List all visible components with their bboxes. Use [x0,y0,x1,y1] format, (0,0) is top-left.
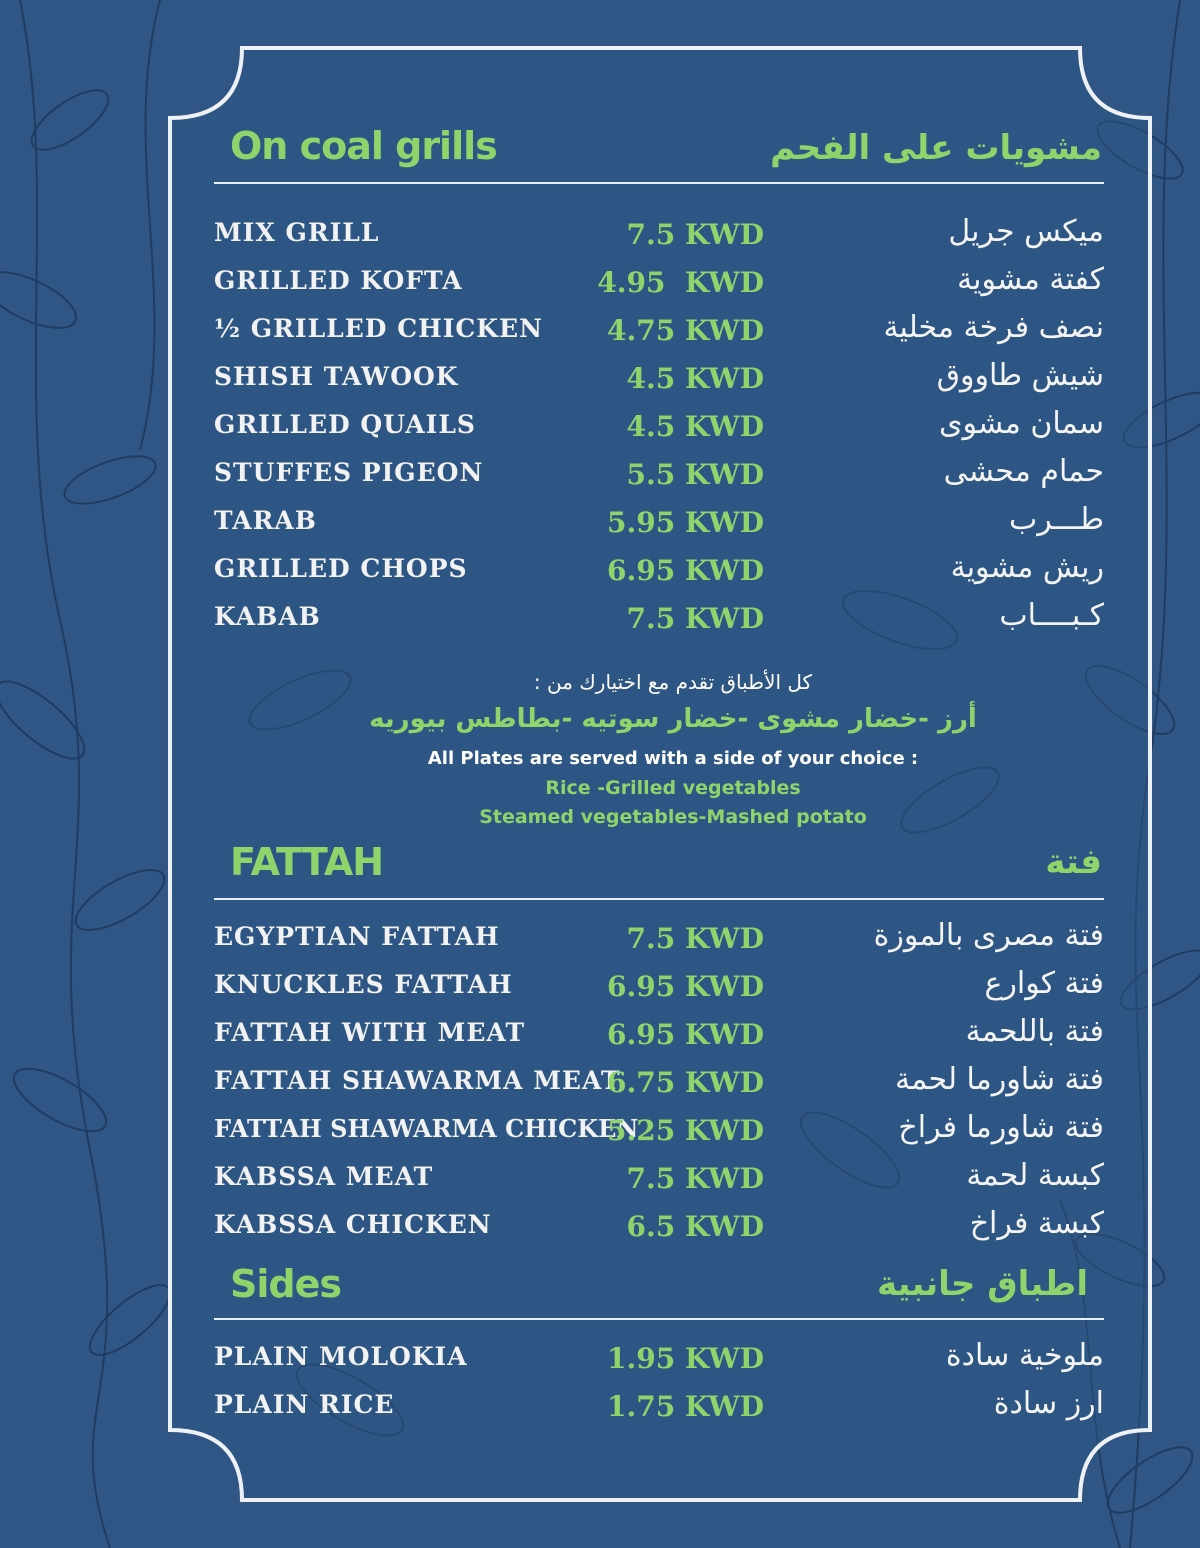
item-price: 4.5 KWD [626,410,764,443]
item-name-ar: فتة باللحمة [965,1014,1104,1049]
item-name: GRILLED CHOPS [214,554,468,583]
item-price: 7.5 KWD [626,1162,764,1195]
item-price: 4.5 KWD [626,362,764,395]
item-name-ar: ارز سادة [993,1386,1104,1421]
section-title-fattah-ar: فتة [1045,842,1102,882]
item-name: GRILLED KOFTA [214,266,463,295]
item-price: 5.5 KWD [626,458,764,491]
menu-item-fattah-shawarma-chicken [214,1110,1104,1152]
section-title-fattah-en: FATTAH [230,840,384,884]
section-title-sides-en: Sides [230,1262,341,1306]
sides-note-en-line2: Rice -Grilled vegetables [545,777,801,799]
menu-item-tarab [214,502,1104,544]
menu-item-plain-molokia [214,1338,1104,1380]
item-name-ar: فتة شاورما لحمة [895,1062,1104,1097]
item-name-ar: شيش طاووق [936,358,1104,393]
section-title-grills-en: On coal grills [230,124,497,168]
item-name-ar: ملوخية سادة [945,1338,1104,1373]
item-name: MIX GRILL [214,218,380,247]
item-name: PLAIN MOLOKIA [214,1342,468,1371]
item-name-ar: كبسة لحمة [966,1158,1104,1193]
section-divider-fattah [214,898,1104,900]
item-name-ar: سمان مشوى [939,406,1104,441]
item-price: 7.5 KWD [626,922,764,955]
item-price: 5.95 KWD [606,506,764,539]
item-name-ar: نصف فرخة مخلية [883,310,1104,345]
item-price: 4.75 KWD [606,314,764,347]
item-price: 6.75 KWD [606,1066,764,1099]
item-price: 6.5 KWD [626,1210,764,1243]
menu-item-knuckles-fattah [214,966,1104,1008]
item-name: FATTAH SHAWARMA MEAT [214,1066,621,1095]
item-name-ar: ريش مشوية [950,550,1104,585]
menu-item-grilled-kofta [214,262,1104,304]
menu-item-stuffes-pigeon [214,454,1104,496]
menu-item-shish-tawook [214,358,1104,400]
menu-item-kabab [214,598,1104,640]
item-price: 6.95 KWD [606,1018,764,1051]
menu-item-plain-rice [214,1386,1104,1428]
menu-item-grilled-chops [214,550,1104,592]
item-name: EGYPTIAN FATTAH [214,922,500,951]
item-name: TARAB [214,506,317,535]
item-price: 5.25 KWD [606,1114,764,1147]
menu-item-kabssa-chicken [214,1206,1104,1248]
item-name: KABSSA MEAT [214,1162,434,1191]
item-name-ar: كفتة مشوية [957,262,1104,297]
sides-note-ar-line2: أرز -خضار مشوى -خضار سوتيه -بطاطس بيوريه [369,704,977,734]
item-name: KABAB [214,602,321,631]
item-price: 6.95 KWD [606,970,764,1003]
item-name-ar: كبسة فراخ [969,1206,1104,1241]
item-name: FATTAH SHAWARMA CHICKEN [214,1114,639,1143]
item-name-ar: ميكس جريل [948,214,1104,249]
menu-item-egyptian-fattah [214,918,1104,960]
item-name: GRILLED QUAILS [214,410,476,439]
menu-item-grilled-quails [214,406,1104,448]
item-name-ar: كـبــــاب [999,598,1104,633]
item-name: FATTAH WITH MEAT [214,1018,526,1047]
item-price: 1.95 KWD [606,1342,764,1375]
menu-item-half-grilled-chicken [214,310,1104,352]
item-name: KNUCKLES FATTAH [214,970,513,999]
item-name: STUFFES PIGEON [214,458,484,487]
menu-item-mix-grill [214,214,1104,256]
section-divider-grills [214,182,1104,184]
section-divider-sides [214,1318,1104,1320]
item-name: SHISH TAWOOK [214,362,459,391]
sides-note-en-line3: Steamed vegetables-Mashed potato [479,806,867,828]
section-title-grills-ar: مشويات على الفحم [770,128,1102,168]
item-name-ar: حمام محشى [943,454,1104,489]
section-title-sides-ar: اطباق جانبية [877,1264,1088,1304]
item-name-ar: فتة مصرى بالموزة [873,918,1104,953]
item-name: ½ GRILLED CHICKEN [214,314,543,343]
item-name-ar: فتة كوارع [984,966,1104,1001]
item-price: 7.5 KWD [626,602,764,635]
menu-item-fattah-with-meat [214,1014,1104,1056]
item-name-ar: طـــرب [1008,502,1104,537]
item-price: 4.95 KWD [597,266,764,299]
item-name: KABSSA CHICKEN [214,1210,492,1239]
menu-item-kabssa-meat [214,1158,1104,1200]
item-price: 7.5 KWD [626,218,764,251]
item-price: 1.75 KWD [606,1390,764,1423]
sides-note-ar-line1: كل الأطباق تقدم مع اختيارك من : [533,670,813,694]
menu-item-fattah-shawarma-meat [214,1062,1104,1104]
sides-note-en-line1: All Plates are served with a side of your choice : [427,748,919,769]
item-name: PLAIN RICE [214,1390,395,1419]
item-name-ar: فتة شاورما فراخ [898,1110,1104,1145]
item-price: 6.95 KWD [606,554,764,587]
